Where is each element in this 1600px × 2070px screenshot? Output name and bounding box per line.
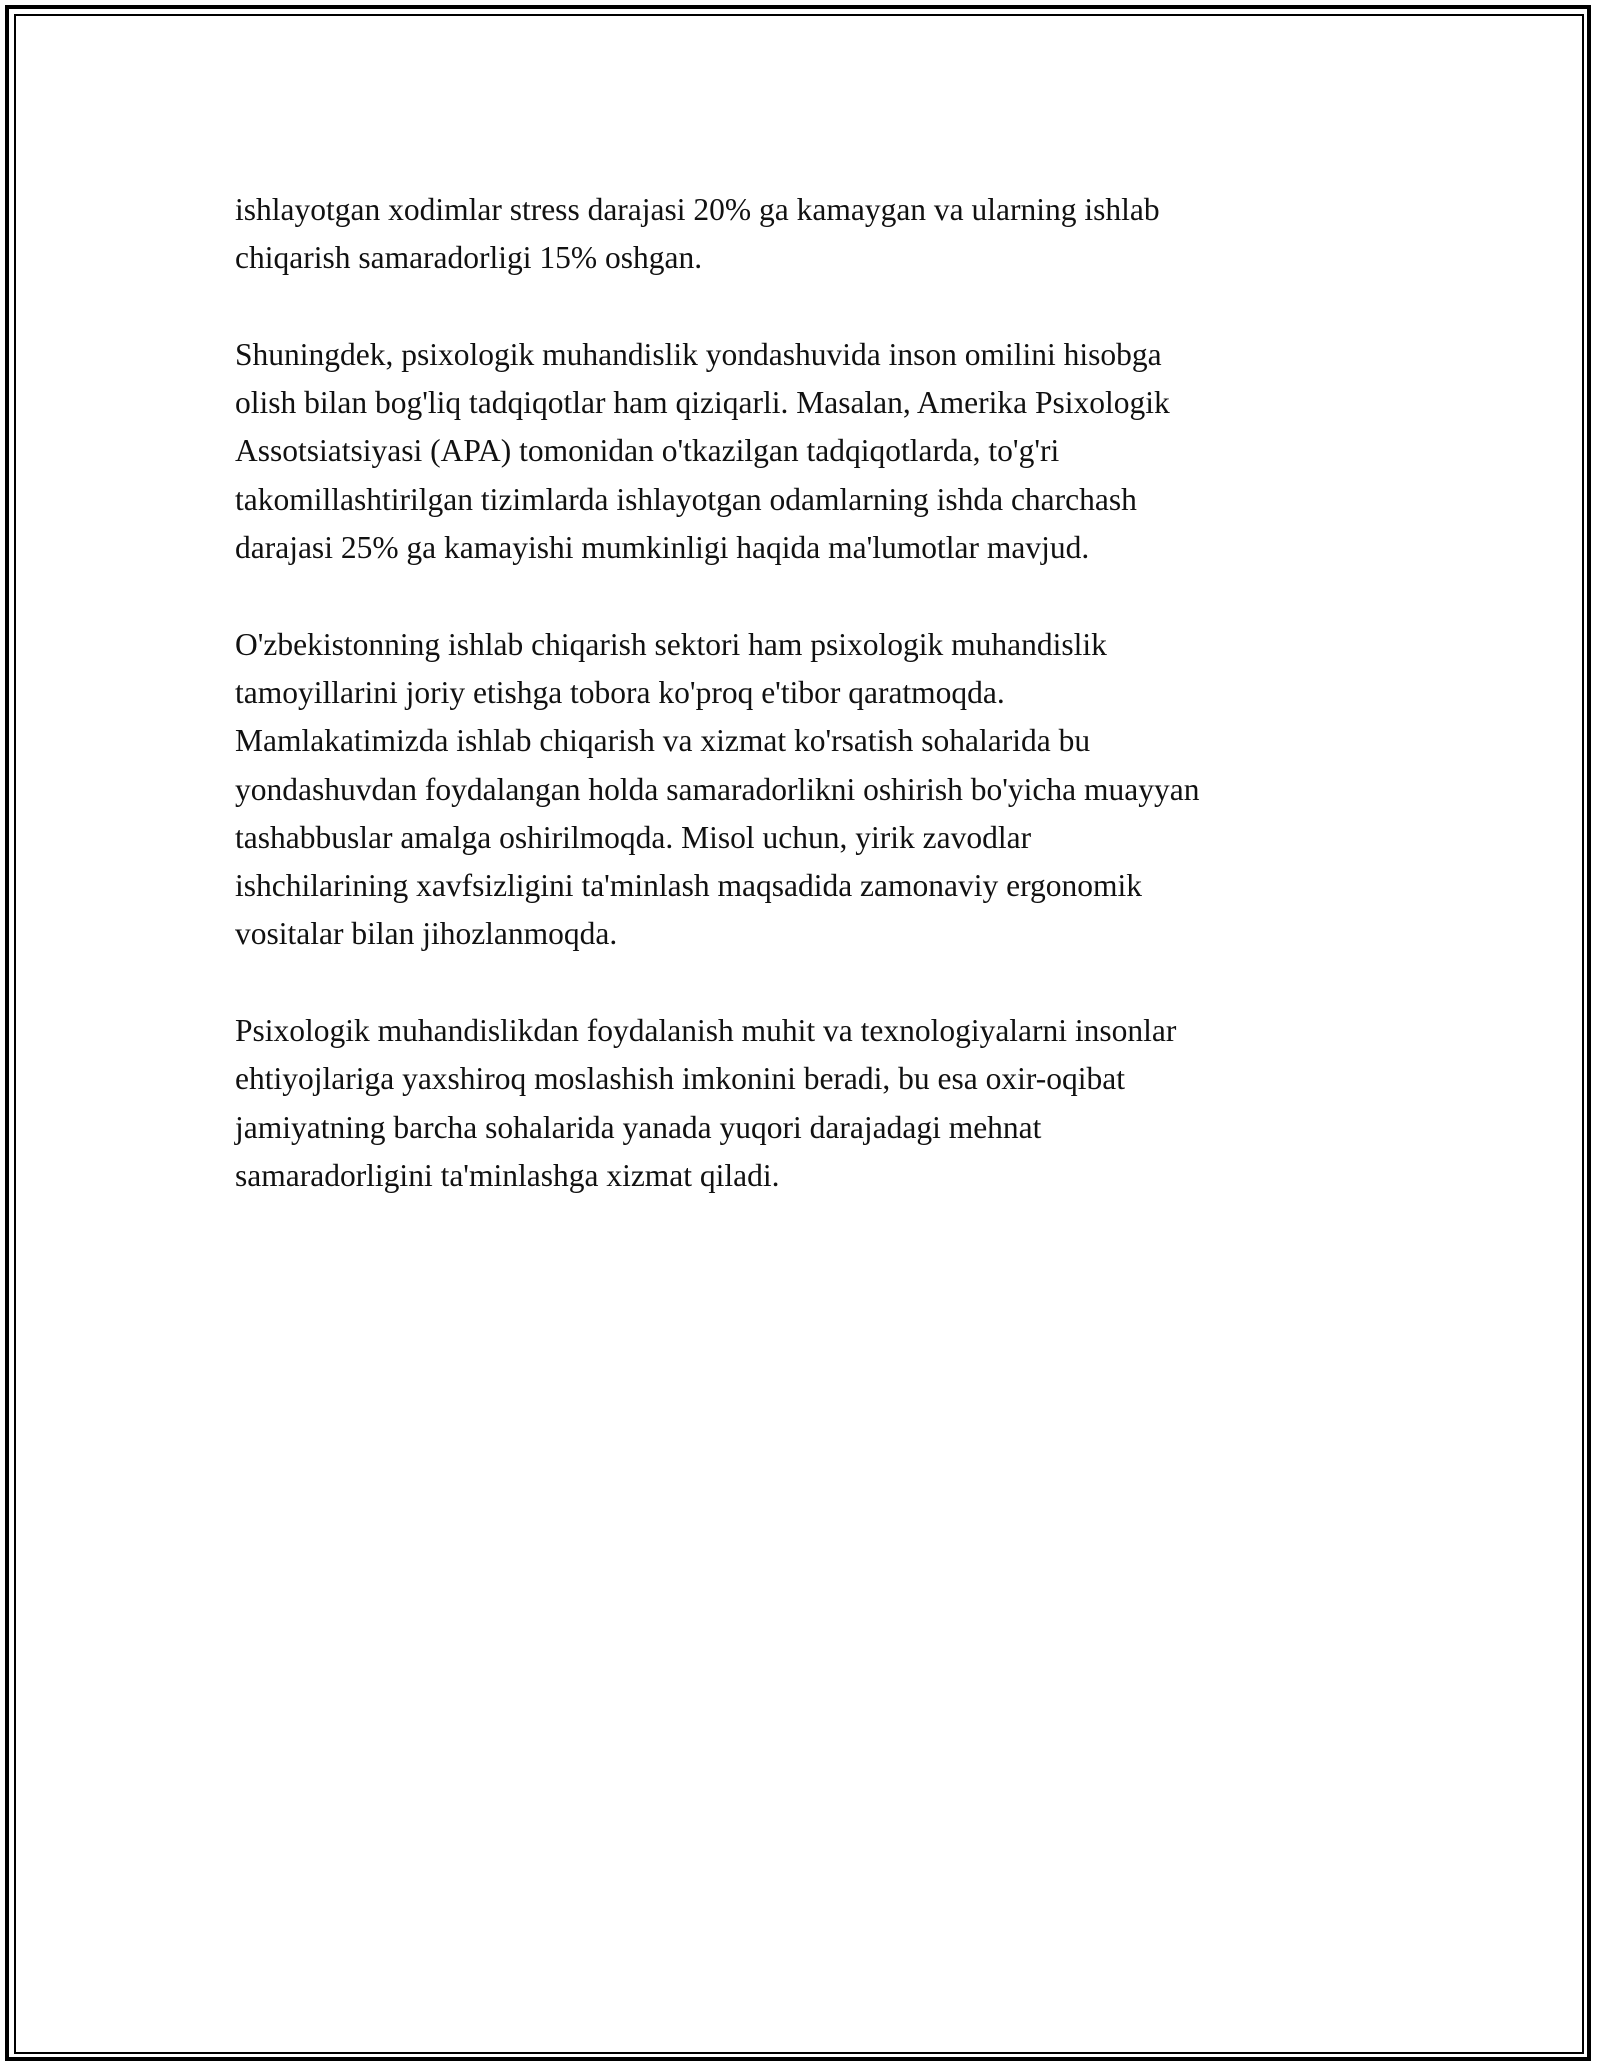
text-line: chiqarish samaradorligi 15% oshgan. <box>235 240 703 276</box>
text-line: tamoyillarini joriy etishga tobora ko'proq e'tibor qaratmoqda. <box>235 674 1005 710</box>
text-line: Psixologik muhandislikdan foydalanish muhit va texnologiyalarni insonlar <box>235 1013 1177 1049</box>
text-line: ishlayotgan xodimlar stress darajasi 20% ga kamaygan va ularning ishlab <box>235 192 1160 227</box>
text-line: Assotsiatsiyasi (APA) tomonidan o'tkazilgan tadqiqotlarda, to'g'ri <box>235 433 1060 469</box>
text-line: olish bilan bog'liq tadqiqotlar ham qiziqarli. Masalan, Amerika Psixologik <box>235 385 1170 421</box>
text-line: yondashuvdan foydalangan holda samaradorlikni oshirish bo'yicha muayyan <box>235 771 1200 807</box>
text-line: ehtiyojlariga yaxshiroq moslashish imkonini beradi, bu esa oxir-oqibat <box>235 1061 1125 1097</box>
paragraph-4 <box>235 1007 1375 1200</box>
text-line: jamiyatning barcha sohalarida yanada yuqori darajadagi mehnat <box>235 1109 1042 1145</box>
text-line: samaradorligini ta'minlashga xizmat qiladi. <box>235 1157 780 1193</box>
text-line: vositalar bilan jihozlanmoqda. <box>235 916 618 952</box>
document-body <box>235 186 1375 1249</box>
paragraph-1 <box>235 186 1375 283</box>
text-line: ishchilarining xavfsizligini ta'minlash maqsadida zamonaviy ergonomik <box>235 868 1143 904</box>
text-line: Shuningdek, psixologik muhandislik yondashuvida inson omilini hisobga <box>235 336 1162 372</box>
text-line: Mamlakatimizda ishlab chiqarish va xizmat ko'rsatish sohalarida bu <box>235 723 1091 759</box>
text-line: O'zbekistonning ishlab chiqarish sektori ham psixologik muhandislik <box>235 626 1107 662</box>
text-line: takomillashtirilgan tizimlarda ishlayotgan odamlarning ishda charchash <box>235 481 1137 517</box>
text-line: tashabbuslar amalga oshirilmoqda. Misol uchun, yirik zavodlar <box>235 819 1032 855</box>
paragraph-3 <box>235 621 1375 959</box>
text-line: darajasi 25% ga kamayishi mumkinligi haqida ma'lumotlar mavjud. <box>235 530 1090 566</box>
paragraph-2 <box>235 331 1375 572</box>
